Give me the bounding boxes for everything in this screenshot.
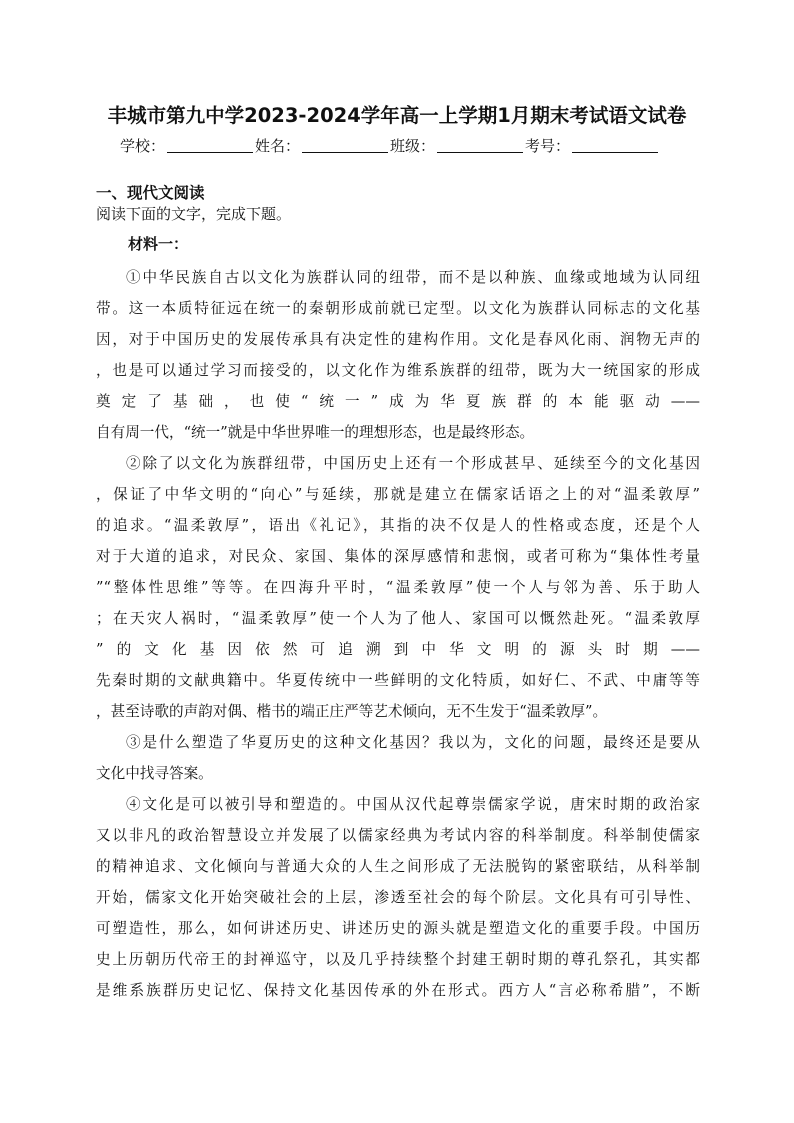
- passage-line: ①中华民族自古以文化为族群认同的纽带，而不是以种族、血缘或地域为认同纽: [126, 269, 700, 286]
- paragraph-3: [96, 727, 700, 789]
- number-label: 考号：: [525, 137, 571, 155]
- passage-line: 史上历朝历代帝王的封禅巡守，以及几乎持续整个封建王朝时期的尊孔祭孔，其实都: [96, 951, 700, 968]
- passage-line: 的精神追求、文化倾向与普通大众的人生之间形成了无法脱钩的紧密联结，从科举制: [96, 858, 700, 875]
- class-blank[interactable]: [437, 138, 523, 153]
- passage-line: 的追求。“温柔敦厚”，语出《礼记》，其指的决不仅是人的性格或态度，还是个人: [96, 517, 700, 534]
- passage-line: 文化中找寻答案。: [96, 765, 213, 782]
- passage-line: ，保证了中华文明的“向心”与延续，那就是建立在儒家话语之上的对“温柔敦厚”: [96, 486, 700, 503]
- passage-line: ，也是可以通过学习而接受的，以文化作为维系族群的纽带，既为大一统国家的形成: [96, 362, 700, 379]
- passage-line: 可塑造性，那么，如何讲述历史、讲述历史的源头就是塑造文化的重要手段。中国历: [96, 920, 700, 937]
- passage-line: ②除了以文化为族群纽带，中国历史上还有一个形成甚早、延续至今的文化基因: [126, 455, 700, 472]
- school-blank[interactable]: [167, 138, 253, 153]
- passage-line: ”的文化基因依然可追溯到中华文明的源头时期——: [96, 641, 700, 658]
- instruction: 阅读下面的文字，完成下题。: [96, 205, 292, 223]
- material-label: 材料一：: [128, 235, 189, 253]
- passage-line: ④文化是可以被引导和塑造的。中国从汉代起尊崇儒家学说，唐宋时期的政治家: [126, 796, 700, 813]
- name-blank[interactable]: [302, 138, 388, 153]
- passage-line: 带。这一本质特征远在统一的秦朝形成前就已定型。以文化为族群认同标志的文化基: [96, 300, 700, 317]
- paragraph-2: [96, 448, 700, 727]
- passage-line: ，甚至诗歌的声韵对偶、楷书的端正庄严等艺术倾向，无不生发于“温柔敦厚”。: [96, 703, 608, 720]
- passage-line: 先秦时期的文献典籍中。华夏传统中一些鲜明的文化特质，如好仁、不武、中庸等等: [96, 672, 700, 689]
- paragraph-1: [96, 262, 700, 448]
- passage-line: 因，对于中国历史的发展传承具有决定性的建构作用。文化是春风化雨、润物无声的: [96, 331, 700, 348]
- exam-title: 丰城市第九中学2023-2024学年高一上学期1月期末考试语文试卷: [107, 104, 687, 127]
- passage-line: 奠定了基础，也使“统一”成为华夏族群的本能驱动——: [96, 393, 700, 410]
- section-heading: 一、现代文阅读: [96, 184, 205, 202]
- school-label: 学校：: [120, 137, 166, 155]
- number-blank[interactable]: [572, 138, 658, 153]
- passage-line: 自有周一代，“统一”就是中华世界唯一的理想形态，也是最终形态。: [96, 424, 535, 441]
- passage-line: 是维系族群历史记忆、保持文化基因传承的外在形式。西方人“言必称希腊”，不断: [96, 982, 700, 999]
- passage-line: 对于大道的追求，对民众、家国、集体的深厚感情和悲悯，或者可称为“集体性考量: [96, 548, 700, 565]
- name-label: 姓名：: [255, 137, 301, 155]
- passage-line: ；在天灾人祸时，“温柔敦厚”使一个人为了他人、家国可以慨然赴死。“温柔敦厚: [96, 610, 700, 627]
- student-info-row: [120, 135, 680, 156]
- passage-line: ③是什么塑造了华夏历史的这种文化基因？我以为，文化的问题，最终还是要从: [126, 734, 700, 751]
- passage-line: ”“整体性思维”等等。在四海升平时，“温柔敦厚”使一个人与邻为善、乐于助人: [96, 579, 700, 596]
- class-label: 班级：: [390, 137, 436, 155]
- passage-body: [96, 262, 700, 1006]
- passage-line: 开始，儒家文化开始突破社会的上层，渗透至社会的每个阶层。文化具有可引导性、: [96, 889, 700, 906]
- passage-line: 又以非凡的政治智慧设立并发展了以儒家经典为考试内容的科举制度。科举制使儒家: [96, 827, 700, 844]
- paragraph-4: [96, 789, 700, 1006]
